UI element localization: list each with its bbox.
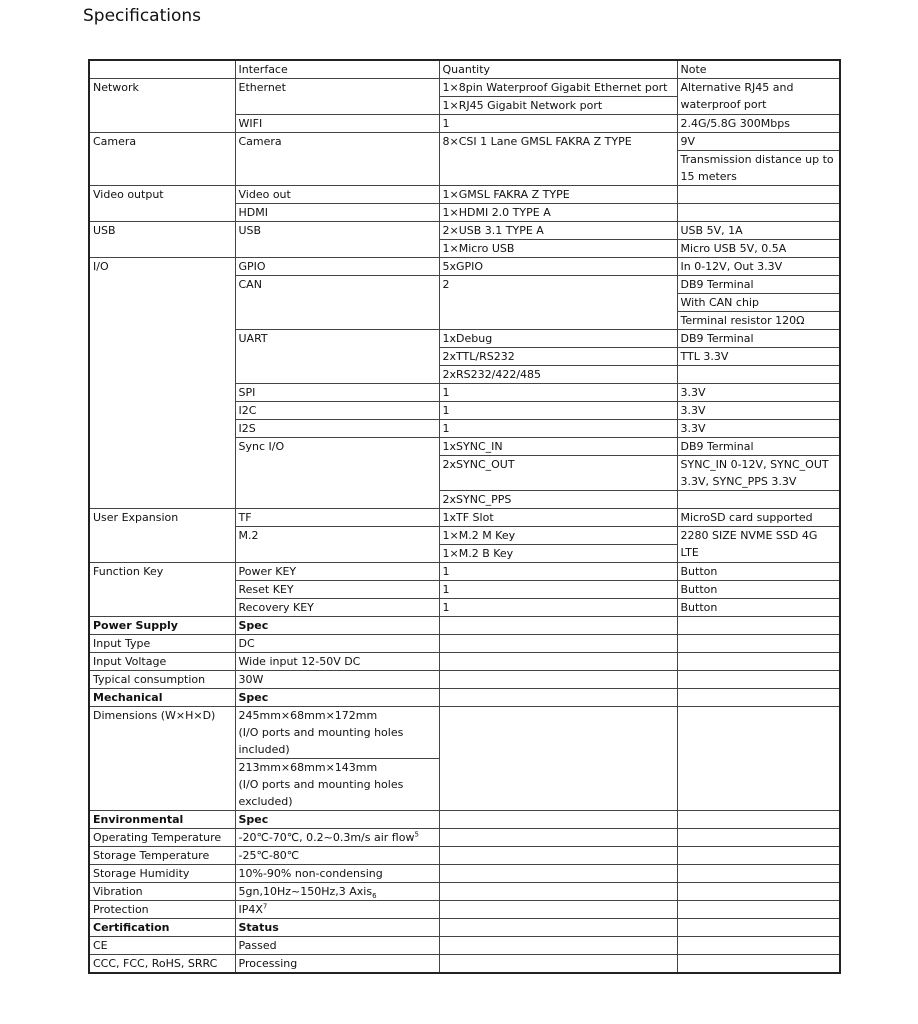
quantity-cell: 2xRS232/422/485 [439,366,677,384]
note-cell: DB9 Terminal [677,330,840,348]
empty-cell [677,689,840,707]
quantity-cell: 1 [439,599,677,617]
table-row [89,509,840,527]
footnote-mark: 5 [414,830,419,839]
spec-header: Spec [235,811,439,829]
empty-cell [677,919,840,937]
section-header-row [89,919,840,937]
note-cell: 3.3V [677,402,840,420]
category-usb: USB [89,222,235,258]
interface-cell: Reset KEY [235,581,439,599]
spec-value: DC [235,635,439,653]
table-row [89,707,840,759]
spec-label: Input Voltage [89,653,235,671]
quantity-cell: 1xDebug [439,330,677,348]
quantity-cell: 8×CSI 1 Lane GMSL FAKRA Z TYPE [439,133,677,186]
quantity-cell: 1×8pin Waterproof Gigabit Ethernet port [439,79,677,97]
interface-cell: Ethernet [235,79,439,115]
quantity-cell: 2 [439,276,677,330]
table-row [89,955,840,974]
table-row [89,222,840,240]
empty-cell [677,955,840,974]
interface-cell: UART [235,330,439,384]
note-cell: Terminal resistor 120Ω [677,312,840,330]
note-cell: Button [677,599,840,617]
quantity-cell: 1xSYNC_IN [439,438,677,456]
section-certification: Certification [89,919,235,937]
category-network: Network [89,79,235,133]
quantity-cell: 1×Micro USB [439,240,677,258]
note-cell: Button [677,581,840,599]
header-cell: Note [677,60,840,79]
quantity-cell: 1 [439,581,677,599]
quantity-cell: 1 [439,563,677,581]
empty-cell [439,671,677,689]
table-row [89,133,840,151]
spec-label: Dimensions (W×H×D) [89,707,235,811]
footnote-mark: 6 [372,892,377,901]
quantity-cell: 2xSYNC_PPS [439,491,677,509]
quantity-cell: 1 [439,402,677,420]
spec-header: Spec [235,689,439,707]
page-title: Specifications [83,6,202,26]
category-function-key: Function Key [89,563,235,617]
spec-value [235,759,439,811]
spec-value: 10%-90% non-condensing [235,865,439,883]
table-header-row [89,60,840,79]
spec-value: Processing [235,955,439,974]
header-cell [89,60,235,79]
empty-cell [439,919,677,937]
interface-cell: Video out [235,186,439,204]
section-header-row [89,811,840,829]
note-cell: With CAN chip [677,294,840,312]
empty-cell [677,635,840,653]
empty-cell [677,617,840,635]
spec-label: Storage Humidity [89,865,235,883]
interface-cell: USB [235,222,439,258]
interface-cell: CAN [235,276,439,330]
dimension-note: (I/O ports and mounting holes excluded) [238,778,404,808]
note-cell: Transmission distance up to 15 meters [677,151,840,186]
quantity-cell: 1×GMSL FAKRA Z TYPE [439,186,677,204]
note-cell: TTL 3.3V [677,348,840,366]
spec-text: -20℃-70℃, 0.2~0.3m/s air flow [238,831,415,844]
category-camera: Camera [89,133,235,186]
note-cell [677,491,840,509]
empty-cell [439,883,677,901]
empty-cell [439,635,677,653]
quantity-cell: 1×HDMI 2.0 TYPE A [439,204,677,222]
empty-cell [439,829,677,847]
empty-cell [439,811,677,829]
note-cell: Button [677,563,840,581]
spec-label: Input Type [89,635,235,653]
interface-cell: M.2 [235,527,439,563]
note-cell: 3.3V [677,420,840,438]
table-row [89,563,840,581]
quantity-cell: 1 [439,115,677,133]
note-cell: MicroSD card supported [677,509,840,527]
note-cell: Micro USB 5V, 0.5A [677,240,840,258]
spec-value [235,829,439,847]
empty-cell [439,689,677,707]
note-cell: 2.4G/5.8G 300Mbps [677,115,840,133]
table-row [89,671,840,689]
table-row [89,186,840,204]
table-row [89,847,840,865]
empty-cell [439,617,677,635]
quantity-cell: 1×M.2 B Key [439,545,677,563]
header-cell: Interface [235,60,439,79]
footnote-mark: 7 [262,902,268,911]
note-cell: USB 5V, 1A [677,222,840,240]
table-row [89,829,840,847]
quantity-cell: 2xTTL/RS232 [439,348,677,366]
header-cell: Quantity [439,60,677,79]
note-cell: Alternative RJ45 and waterproof port [677,79,840,115]
note-cell [677,204,840,222]
empty-cell [677,653,840,671]
empty-cell [677,937,840,955]
dimension-value: 245mm×68mm×172mm [238,709,378,722]
quantity-cell: 2xSYNC_OUT [439,456,677,491]
table-row [89,937,840,955]
interface-cell: Sync I/O [235,438,439,509]
empty-cell [677,847,840,865]
table-row [89,901,840,919]
interface-cell: I2C [235,402,439,420]
quantity-cell: 5xGPIO [439,258,677,276]
section-header-row [89,689,840,707]
empty-cell [439,707,677,811]
quantity-cell: 1 [439,420,677,438]
spec-value: 30W [235,671,439,689]
table-row [89,865,840,883]
specifications-table [88,59,841,974]
note-cell [677,186,840,204]
section-header-row [89,617,840,635]
interface-cell: Camera [235,133,439,186]
empty-cell [677,671,840,689]
spec-value: -25℃-80℃ [235,847,439,865]
interface-cell: Recovery KEY [235,599,439,617]
interface-cell: TF [235,509,439,527]
empty-cell [677,829,840,847]
spec-label: Vibration [89,883,235,901]
empty-cell [677,883,840,901]
empty-cell [439,865,677,883]
quantity-cell: 1×RJ45 Gigabit Network port [439,97,677,115]
quantity-cell: 1xTF Slot [439,509,677,527]
empty-cell [677,707,840,811]
empty-cell [439,847,677,865]
empty-cell [439,653,677,671]
section-mechanical: Mechanical [89,689,235,707]
interface-cell: I2S [235,420,439,438]
status-header: Status [235,919,439,937]
interface-cell: WIFI [235,115,439,133]
category-video-output: Video output [89,186,235,222]
note-cell: 3.3V [677,384,840,402]
spec-label: Storage Temperature [89,847,235,865]
quantity-cell: 1 [439,384,677,402]
spec-label: Typical consumption [89,671,235,689]
empty-cell [439,937,677,955]
note-cell: DB9 Terminal [677,438,840,456]
spec-value [235,883,439,901]
table-row [89,653,840,671]
empty-cell [677,901,840,919]
spec-text: IP4X [238,903,263,916]
spec-label: CCC, FCC, RoHS, SRRC [89,955,235,974]
note-cell: DB9 Terminal [677,276,840,294]
dimension-value: 213mm×68mm×143mm [238,761,378,774]
dimension-note: (I/O ports and mounting holes included) [238,726,404,756]
category-io: I/O [89,258,235,509]
spec-text: 5gn,10Hz~150Hz,3 Axis [238,885,373,898]
note-cell: 9V [677,133,840,151]
spec-value: Passed [235,937,439,955]
empty-cell [439,901,677,919]
note-cell [677,366,840,384]
spec-value: Wide input 12-50V DC [235,653,439,671]
interface-cell: Power KEY [235,563,439,581]
spec-label: Protection [89,901,235,919]
section-environmental: Environmental [89,811,235,829]
spec-header: Spec [235,617,439,635]
table-row [89,635,840,653]
spec-label: CE [89,937,235,955]
note-cell: 2280 SIZE NVME SSD 4G LTE [677,527,840,563]
category-user-expansion: User Expansion [89,509,235,563]
section-power-supply: Power Supply [89,617,235,635]
note-cell: SYNC_IN 0-12V, SYNC_OUT 3.3V, SYNC_PPS 3.3V [677,456,840,491]
empty-cell [677,865,840,883]
interface-cell: HDMI [235,204,439,222]
table-row [89,258,840,276]
interface-cell: SPI [235,384,439,402]
table-row [89,79,840,97]
empty-cell [677,811,840,829]
spec-value [235,707,439,759]
quantity-cell: 1×M.2 M Key [439,527,677,545]
quantity-cell: 2×USB 3.1 TYPE A [439,222,677,240]
table-row [89,883,840,901]
spec-label: Operating Temperature [89,829,235,847]
interface-cell: GPIO [235,258,439,276]
empty-cell [439,955,677,974]
note-cell: In 0-12V, Out 3.3V [677,258,840,276]
spec-value [235,901,439,919]
